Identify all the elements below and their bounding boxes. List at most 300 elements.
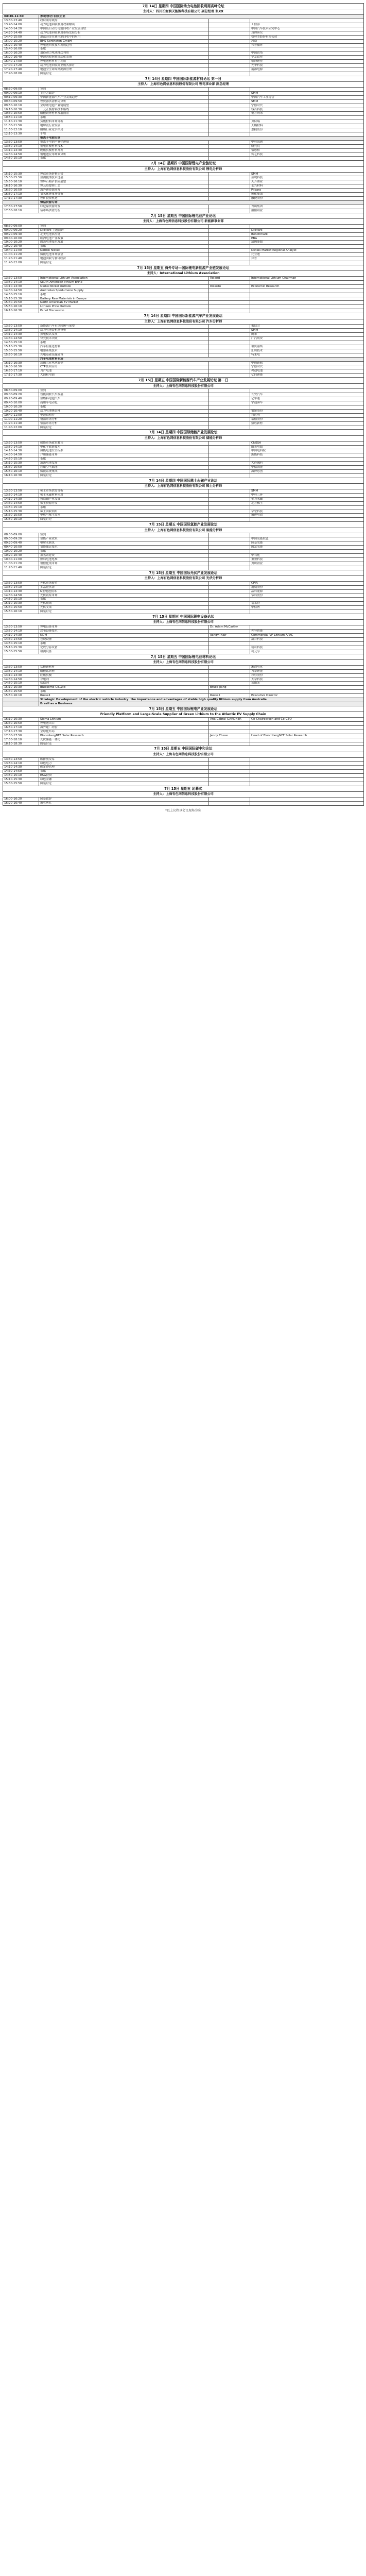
org-cell	[250, 47, 364, 52]
org-cell: 汇川技术	[250, 349, 364, 353]
speaker-cell	[209, 669, 250, 673]
time-cell: 10:20-10:40	[3, 409, 39, 413]
schedule-row	[3, 289, 364, 293]
topic-cell: 动力电池装机量分析	[39, 329, 209, 333]
speaker-cell	[209, 209, 250, 213]
topic-cell: 印尼镍资源开发	[39, 205, 209, 209]
speaker-cell	[209, 774, 250, 778]
org-cell: Economic Research	[250, 284, 364, 289]
speaker-cell	[209, 152, 250, 157]
day-title: 7月 15日 星期五 中国国际锂电设备论坛	[152, 615, 214, 619]
topic-cell: Dr.Mark 主题演讲	[39, 228, 209, 232]
speaker-cell	[209, 541, 250, 546]
speaker-cell	[209, 369, 250, 374]
time-cell: 14:10-14:30	[3, 333, 39, 337]
schedule-row	[3, 550, 364, 554]
org-cell: Co-Chairperson and Co-CEO	[250, 718, 364, 722]
topic-cell: 茶歇	[39, 641, 209, 646]
schedule-row	[3, 581, 364, 585]
schedule-row	[3, 257, 364, 261]
time-cell: 14:50-15:10	[3, 457, 39, 462]
day-title: 7月 14日 星期四 中国国际新能源汽车产业发展论坛	[144, 314, 223, 318]
speaker-cell	[209, 514, 250, 518]
time-cell: 13:30-13:50	[3, 581, 39, 585]
topic-cell: 圆桌讨论	[39, 566, 209, 570]
time-cell: 13:50-14:10	[3, 445, 39, 449]
org-cell: 中信博	[250, 606, 364, 610]
org-cell	[250, 305, 364, 309]
time-cell: 15:30-15:50	[3, 690, 39, 694]
time-cell: 11:00-11:20	[3, 562, 39, 566]
org-cell: 湘潭电化	[250, 665, 364, 669]
time-cell: 09:40-10:00	[3, 546, 39, 550]
time-cell: 15:30-15:50	[3, 514, 39, 518]
topic-cell: International Lithium Association	[39, 277, 209, 281]
topic-cell: 燃料电池电堆	[39, 557, 209, 562]
topic-cell: 固态电池技术发展	[39, 241, 209, 245]
schedule-row	[3, 497, 364, 501]
org-cell	[250, 598, 364, 602]
speaker-cell	[209, 493, 250, 497]
time-cell: 16:40-17:00	[3, 60, 39, 64]
org-cell: 光华科技	[250, 64, 364, 68]
org-cell: 中创新航	[250, 361, 364, 365]
time-cell: 15:10-15:30	[3, 778, 39, 782]
host-text: 主持人：上海有色网信息科技股份有限公司	[153, 660, 214, 665]
topic-cell: 硅碳负极	[39, 673, 209, 677]
topic-cell: South American lithium brine	[39, 280, 209, 284]
day-title: 7月 15日 星期五 中国国际新能源汽车产业发展论坛 第二日	[138, 378, 229, 383]
schedule-row	[3, 566, 364, 570]
time-cell: 09:20-09:40	[3, 232, 39, 236]
speaker-cell	[209, 19, 250, 23]
org-cell: SMM	[250, 91, 364, 95]
schedule-row	[3, 594, 364, 598]
time-cell: 16:10-16:30	[3, 184, 39, 189]
schedule-row	[3, 39, 364, 43]
time-cell: 11:40-12:00	[3, 426, 39, 430]
time-cell: 14:30-14:50	[3, 594, 39, 598]
topic-cell: Battery Raw Materials in Europe	[39, 297, 209, 301]
schedule-row	[3, 341, 364, 345]
topic-cell: 签到	[39, 389, 209, 393]
section-time	[3, 200, 39, 205]
schedule-row	[3, 284, 364, 289]
time-cell: 11:20-11:40	[3, 257, 39, 261]
speaker-cell	[209, 462, 250, 466]
schedule-row	[3, 766, 364, 770]
speaker-cell	[209, 554, 250, 558]
time-cell: 14:50-15:10	[3, 774, 39, 778]
org-cell	[250, 610, 364, 614]
time-cell: 14:40-15:00	[3, 35, 39, 39]
time-cell: 09:00-09:20	[3, 228, 39, 232]
org-cell	[250, 245, 364, 249]
section-title: 镍钴资源专场	[39, 200, 364, 205]
schedule-row	[3, 393, 364, 397]
topic-cell: 退役动力电池梯次利用	[39, 52, 209, 56]
time-cell: 17:30-17:50	[3, 734, 39, 738]
schedule-row	[3, 397, 364, 401]
org-cell: 通威股份	[250, 585, 364, 589]
org-cell: 大连融科	[250, 462, 364, 466]
org-cell: 科达利	[250, 413, 364, 417]
time-cell: 09:20-09:40	[3, 541, 39, 546]
schedule-row	[3, 140, 364, 144]
topic-cell: 高镍三元电池安全	[39, 361, 209, 365]
topic-cell: BloombergNEF Solar Research	[39, 734, 209, 738]
speaker-cell	[209, 261, 250, 265]
host-row	[3, 218, 364, 224]
host-text: 主持人：上海有色网信息科技股份有限公司 新能源事业部	[143, 219, 224, 223]
org-cell: 中国汽车工业协会	[250, 95, 364, 99]
day-title: 7月 15日 星期五 中国国际锂电产业发展论坛	[149, 706, 218, 711]
org-cell	[250, 473, 364, 478]
topic-cell: 签到	[39, 224, 209, 228]
speaker-cell	[209, 778, 250, 782]
schedule-row	[3, 128, 364, 132]
org-cell: 福莱特	[250, 602, 364, 606]
speaker-cell	[209, 99, 250, 104]
speaker-cell	[209, 537, 250, 541]
schedule-row	[3, 417, 364, 421]
topic-cell: 快充技术突破	[39, 337, 209, 341]
topic-cell: 动力电池热管理	[39, 409, 209, 413]
time-cell: 10:50-11:10	[3, 116, 39, 120]
topic-cell: 锂电池材料再生利用	[39, 60, 209, 64]
schedule-row	[3, 241, 364, 245]
topic-cell: 电解液行业发展	[39, 124, 209, 128]
day-title: 7月 14日 星期四 中国国际稀土永磁产业论坛	[149, 478, 218, 483]
schedule-row	[3, 694, 364, 698]
time-cell: 15:40-16:00	[3, 47, 39, 52]
speaker-cell	[209, 638, 250, 642]
time-cell: 15:10-15:30	[3, 345, 39, 349]
topic-cell: 铂催化剂市场	[39, 562, 209, 566]
org-cell	[250, 518, 364, 522]
schedule-row	[3, 176, 364, 180]
section-time	[3, 357, 39, 361]
topic-cell: 光伏银浆市场	[39, 594, 209, 598]
time-cell: 15:50-16:10	[3, 694, 39, 698]
schedule-row	[3, 686, 364, 690]
schedule-row	[3, 124, 364, 128]
speaker-cell	[209, 309, 250, 313]
schedule-row	[3, 253, 364, 257]
time-cell: 14:30-14:50	[3, 677, 39, 682]
org-cell: 天奈科技	[250, 677, 364, 682]
org-cell	[250, 802, 364, 806]
schedule-row	[3, 337, 364, 341]
time-cell: 15:30-15:50	[3, 782, 39, 786]
org-cell	[250, 566, 364, 570]
topic-cell: 中国废旧动力电池回收产业发展现状	[39, 27, 209, 31]
host-row	[3, 166, 364, 172]
section-row	[3, 702, 364, 706]
speaker-cell	[209, 650, 250, 654]
org-cell: 中国氢能联盟	[250, 537, 364, 541]
speaker-cell	[209, 91, 250, 95]
schedule-row	[3, 641, 364, 646]
day-header-row	[3, 313, 364, 319]
schedule-row	[3, 249, 364, 253]
time-cell: 10:20-10:40	[3, 245, 39, 249]
schedule-row	[3, 473, 364, 478]
speaker-cell	[209, 405, 250, 410]
org-cell: 晶科能源	[250, 589, 364, 594]
section-time	[3, 698, 39, 702]
speaker-cell	[209, 345, 250, 349]
org-cell: 容百科技	[250, 108, 364, 112]
speaker-cell	[209, 245, 250, 249]
topic-cell: Panel Discussion	[39, 309, 209, 313]
time-cell: 16:10-16:30	[3, 718, 39, 722]
schedule-row	[3, 374, 364, 378]
speaker-cell	[209, 172, 250, 176]
org-cell: Executive Director	[250, 694, 364, 698]
topic-cell: 圆桌讨论	[39, 742, 209, 746]
speaker-cell	[209, 60, 250, 64]
topic-cell: 海外锂资源开发	[39, 189, 209, 193]
host-text: 主持人：上海有色网信息科技股份有限公司	[153, 752, 214, 756]
topic-cell: 储能市场政策解读	[39, 441, 209, 445]
schedule-row	[3, 541, 364, 546]
schedule-row	[3, 734, 364, 738]
org-cell: 天齐锂业	[250, 180, 364, 184]
org-cell	[250, 405, 364, 410]
org-cell: 长安汽车	[250, 393, 364, 397]
schedule-row	[3, 546, 364, 550]
host-row	[3, 484, 364, 489]
org-cell	[250, 761, 364, 766]
schedule-row	[3, 297, 364, 301]
speaker-cell	[209, 441, 250, 445]
speaker-cell	[209, 730, 250, 734]
topic-cell: 钠电池应用场景分析	[39, 152, 209, 157]
topic-cell: 负极材料市场分析	[39, 120, 209, 124]
topic-cell: 涂布设备技术	[39, 630, 209, 634]
schedule-row	[3, 665, 364, 669]
org-cell: 力泰锂能	[250, 669, 364, 673]
day-header-row	[3, 4, 364, 9]
time-cell: 17:10-17:30	[3, 730, 39, 734]
schedule-row	[3, 501, 364, 505]
org-cell: 华友钴业	[250, 56, 364, 60]
topic-cell: 电池回收拆解自动化装备	[39, 56, 209, 60]
day-header-row	[3, 161, 364, 166]
host-row	[3, 712, 364, 718]
speaker-cell	[209, 466, 250, 470]
topic-cell: 茶歇	[39, 405, 209, 410]
host-text: 主持人：上海有色网信息科技股份有限公司 汽车分析师	[144, 319, 222, 324]
speaker-cell	[209, 67, 250, 72]
org-cell	[250, 88, 364, 92]
time-cell: 14:10-14:30	[3, 449, 39, 453]
time-cell: 17:20-17:40	[3, 67, 39, 72]
day-title: 7月 15日 星期五 中国国际锂电池材料论坛	[150, 654, 216, 659]
org-cell: Metals Market Regional Analyst	[250, 249, 364, 253]
org-cell: 中国汽车技术研究中心	[250, 27, 364, 31]
footer-note: *以上议程以会议现场为准	[165, 809, 201, 812]
schedule-row	[3, 184, 364, 189]
org-cell	[250, 533, 364, 537]
schedule-row	[3, 470, 364, 474]
org-cell: 诺德股份	[250, 417, 364, 421]
schedule-row	[3, 770, 364, 774]
speaker-cell	[209, 95, 250, 99]
speaker-cell	[209, 224, 250, 228]
topic-cell: 茶歇	[39, 47, 209, 52]
org-cell: 广汽埃安	[250, 337, 364, 341]
topic-cell: 粘结剂	[39, 682, 209, 686]
topic-cell: 换电模式发展	[39, 333, 209, 337]
speaker-cell	[209, 409, 250, 413]
day-header-row	[3, 478, 364, 483]
topic-cell: 茶歇	[39, 457, 209, 462]
schedule-row	[3, 19, 364, 23]
time-cell: 10:40-11:00	[3, 557, 39, 562]
speaker-cell	[209, 144, 250, 148]
time-cell: 14:20-14:40	[3, 31, 39, 35]
speaker-cell	[209, 557, 250, 562]
schedule-row	[3, 88, 364, 92]
schedule-row	[3, 112, 364, 116]
topic-cell: 加氢站建设	[39, 554, 209, 558]
topic-cell: 检测设备	[39, 650, 209, 654]
org-cell	[250, 690, 364, 694]
org-cell: 赣锋锂业	[250, 60, 364, 64]
schedule-row	[3, 725, 364, 730]
time-cell: 15:30-15:50	[3, 301, 39, 305]
topic-cell: 磷酸锰铁锂	[39, 669, 209, 673]
org-cell: SMM	[250, 99, 364, 104]
host-row	[3, 435, 364, 441]
topic-cell: 电驱系统技术	[39, 349, 209, 353]
host-text: 主持人：四川长虹润天能源科技有限公司 副总经理 张XX	[143, 10, 224, 14]
topic-cell: Bluesome Co.,Ltd	[39, 686, 209, 690]
schedule-row	[3, 493, 364, 497]
time-cell: 14:50-15:10	[3, 157, 39, 161]
time-cell: 17:50-18:10	[3, 738, 39, 742]
schedule-row	[3, 224, 364, 228]
topic-cell: 稀土资源开发	[39, 501, 209, 505]
speaker-cell	[209, 236, 250, 241]
time-cell: 09:40-10:00	[3, 401, 39, 405]
org-cell	[250, 297, 364, 301]
org-cell	[250, 19, 364, 23]
schedule-row	[3, 333, 364, 337]
time-cell: 15:30-15:50	[3, 606, 39, 610]
speaker-cell	[209, 610, 250, 614]
topic-cell: 茶歇	[39, 157, 209, 161]
time-cell: 14:50-15:10	[3, 293, 39, 297]
topic-cell: Lithium Price Outlook	[39, 305, 209, 309]
org-cell: EBA	[250, 236, 364, 241]
host-text: 主持人：上海有色网信息科技股份有限公司	[153, 384, 214, 388]
speaker-cell	[209, 365, 250, 369]
speaker-cell	[209, 205, 250, 209]
topic-cell: 圆桌讨论	[39, 261, 209, 265]
schedule-row	[3, 677, 364, 682]
speaker-cell	[209, 23, 250, 27]
schedule-row	[3, 353, 364, 357]
schedule-row	[3, 405, 364, 410]
schedule-row	[3, 245, 364, 249]
day-header-row	[3, 76, 364, 81]
speaker-cell	[209, 518, 250, 522]
topic-cell: 刀片电池	[39, 369, 209, 374]
schedule-row	[3, 673, 364, 677]
speaker-cell	[209, 473, 250, 478]
day-header-row	[3, 786, 364, 791]
time-cell: 11:40-12:00	[3, 261, 39, 265]
schedule-row	[3, 718, 364, 722]
host-row	[3, 9, 364, 15]
speaker-cell	[209, 337, 250, 341]
org-cell: 真锂研究	[250, 31, 364, 35]
speaker-cell	[209, 770, 250, 774]
topic-cell: 圆桌讨论	[39, 610, 209, 614]
topic-cell: 商用车电动化	[39, 401, 209, 405]
topic-cell: 锂矿投资机遇	[39, 196, 209, 200]
topic-cell: 铜箔市场分析	[39, 417, 209, 421]
speaker-cell	[209, 374, 250, 378]
org-cell	[250, 224, 364, 228]
host-row	[3, 620, 364, 625]
schedule-row	[3, 120, 364, 124]
time-cell: 09:20-09:40	[3, 397, 39, 401]
schedule-row	[3, 193, 364, 197]
org-cell: 邦普	[250, 257, 364, 261]
org-cell	[250, 742, 364, 746]
speaker-cell	[209, 742, 250, 746]
topic-cell: 压缩空气储能	[39, 466, 209, 470]
org-cell: 贵研铂业	[250, 562, 364, 566]
schedule-row	[3, 99, 364, 104]
speaker-cell	[209, 280, 250, 284]
speaker-cell	[209, 56, 250, 60]
schedule-row	[3, 205, 364, 209]
speaker-cell	[209, 489, 250, 494]
speaker-cell	[209, 426, 250, 430]
org-cell: 阳光电源	[250, 445, 364, 449]
host-row	[3, 528, 364, 533]
schedule-row	[3, 646, 364, 650]
topic-cell: 茶歇	[39, 770, 209, 774]
speaker-cell	[209, 677, 250, 682]
schedule-row	[3, 325, 364, 329]
topic-cell: NDM	[39, 634, 209, 638]
topic-cell: 智能网联汽车发展	[39, 393, 209, 397]
section-row	[3, 357, 364, 361]
speaker-cell	[209, 722, 250, 726]
schedule-row	[3, 104, 364, 108]
schedule-row	[3, 64, 364, 68]
speaker-cell	[209, 329, 250, 333]
schedule-row	[3, 650, 364, 654]
schedule-row	[3, 602, 364, 606]
speaker-cell	[209, 581, 250, 585]
schedule-row	[3, 144, 364, 148]
day-title: 7月 15日 星期五 中国国际碳中和论坛	[154, 747, 213, 751]
topic-cell: 光伏支架	[39, 606, 209, 610]
schedule-row	[3, 413, 364, 417]
org-cell: Pilbara	[250, 189, 364, 193]
day-header-row	[3, 570, 364, 575]
topic-cell: 圆桌讨论	[39, 518, 209, 522]
time-cell: 14:10-14:30	[3, 497, 39, 501]
topic-cell: 海外建厂经验	[39, 725, 209, 730]
